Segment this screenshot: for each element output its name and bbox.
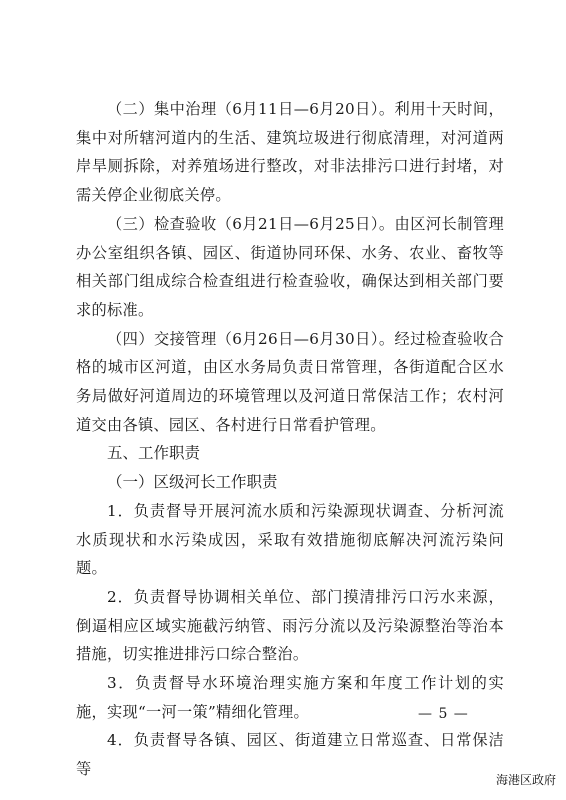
section-heading: 五、工作职责 [107,444,201,463]
duty-item-4: 4．负责督导各镇、园区、街道建立日常巡查、日常保洁等 [76,731,504,779]
duty-item-1: 1．负责督导开展河流水质和污染源现状调查、分析河流水质现状和水污染成因，采取有效措施彻底解决河流污染问题。 [76,501,504,578]
source-watermark: 海港区政府 [495,773,556,787]
duty-item-2: 2．负责督导协调相关单位、部门摸清排污口污水来源，倒逼相应区域实施截污纳管、雨污分流以及污染源整治等治本措施，切实推进排污口综合整治。 [76,587,504,664]
paragraph-inspection-acceptance: （三）检查验收（6月21日—6月25日）。由区河长制管理办公室组织各镇、园区、街道协同环保、水务、农业、畜牧等相关部门组成综合检查组进行检查验收，确保达到相关部门要求的标准。 [76,214,504,319]
page-number: — 5 — [418,706,469,722]
subsection-heading: （一）区级河长工作职责 [107,473,278,492]
document-body [76,95,504,784]
paragraph-concentrated-treatment: （二）集中治理（6月11日—6月20日）。利用十天时间，集中对所辖河道内的生活、建筑垃圾进行彻底清理，对河道两岸旱厕拆除，对养殖场进行整改，对非法排污口进行封堵，对需关停企业彻底关停。 [76,100,504,205]
duty-item-3: 3．负责督导水环境治理实施方案和年度工作计划的实施，实现“一河一策”精细化管理。 [76,674,504,721]
paragraph-handover-management: （四）交接管理（6月26日—6月30日）。经过检查验收合格的城市区河道，由区水务局负责日常管理，各街道配合区水务局做好河道周边的环境管理以及河道日常保洁工作；农村河道交由各镇、园区、各村进行日常看护管理。 [76,329,504,434]
